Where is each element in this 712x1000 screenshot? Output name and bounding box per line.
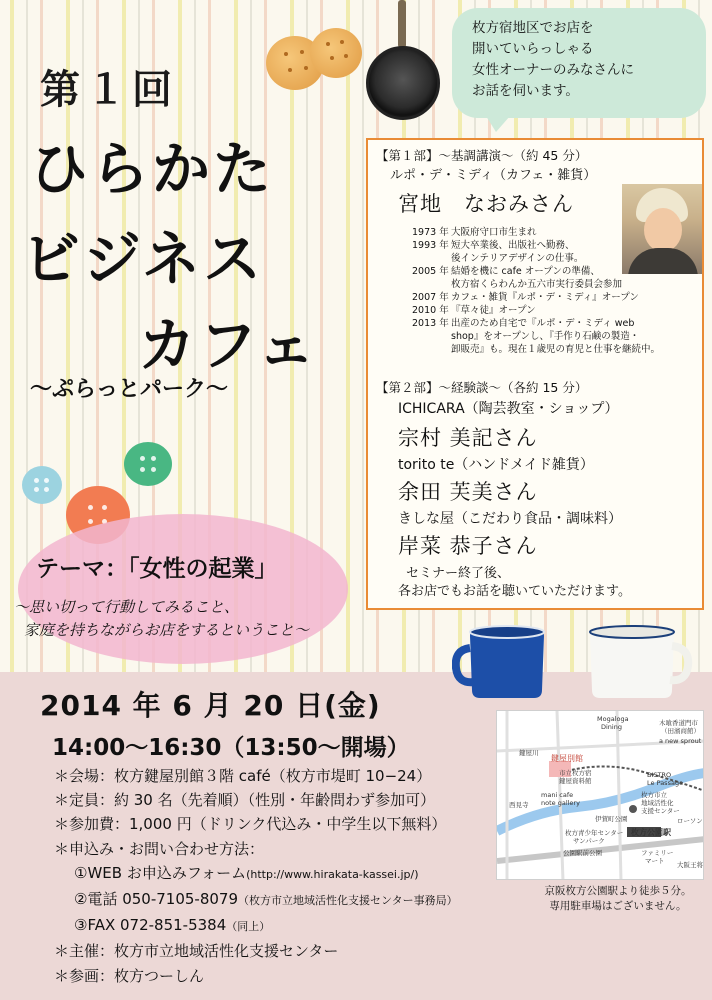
theme-title: テーマ：「女性の起業」 <box>36 556 278 582</box>
map-label: 鍵屋別館 <box>551 754 583 763</box>
biscuit-illustration <box>310 28 362 78</box>
sewing-button-icon <box>124 442 172 486</box>
map-label: 公園駅前公園 <box>563 849 602 857</box>
speakers-box <box>366 138 704 610</box>
bio-text: 結婚を機に cafe オープンの準備、 <box>451 266 600 277</box>
map-label: 西見寺 <box>509 801 529 809</box>
bio-text: 出産のため自宅で『ルポ・デ・ミディ web <box>451 318 635 329</box>
bio-text: 枚方宿くらわんか五六市実行委員会参加 <box>451 279 623 290</box>
map-label: BISTRO <box>647 771 672 779</box>
part2-speaker-1: 宗村 美記さん <box>398 426 538 450</box>
tel-number: ②電話 050-7105-8079 <box>74 890 239 909</box>
map-label: 市立枚方宿 <box>559 769 592 777</box>
bio-year: 2013 年 <box>412 318 449 329</box>
event-time: 14:00〜16:30（13:50〜開場） <box>52 735 410 761</box>
title-line-3: カフェ <box>138 311 319 379</box>
bio-year <box>412 330 451 343</box>
bio-year: 1993 年 <box>412 240 449 251</box>
bubble-line: お話を伺います。 <box>472 83 579 99</box>
map-caption-line: 専用駐車場はございません。 <box>549 900 687 912</box>
blue-mug-illustration <box>452 620 580 700</box>
event-capacity: ＊定員：約 30 名（先着順）（性別・年齢問わず参加可） <box>54 791 436 810</box>
bio-year: 2007 年 <box>412 292 449 303</box>
map-label: サンパーク <box>573 837 605 845</box>
bio-text: 大阪府守口市生まれ <box>451 227 537 238</box>
map-label: 枚方市立 <box>641 791 667 799</box>
edition-label: 第１回 <box>40 67 178 113</box>
bio-text: shop』をオープンし、『手作り石鹸の製造・ <box>451 331 640 342</box>
bubble-line: 枚方宿地区でお店を <box>472 20 594 36</box>
map-caption-line: 京阪枚方公園駅より徒歩５分。 <box>544 885 692 897</box>
event-host: ＊主催：枚方市立地域活性化支援センター <box>54 942 339 961</box>
title-line-1: ひらかた <box>30 135 275 203</box>
map-label: mani cafe <box>541 791 574 799</box>
map-label: 鍵屋川 <box>519 749 539 757</box>
apply-fax <box>54 913 458 939</box>
part2-speaker-3: 岸菜 恭子さん <box>398 534 538 558</box>
bio-year <box>412 343 451 356</box>
bio-text: カフェ・雑貨『ルポ・デ・ミディ』オープン <box>451 292 639 303</box>
tel-note: （枚方市立地域活性化支援センター事務局） <box>238 894 458 908</box>
map-label: 伊賀町公園 <box>595 815 628 823</box>
map-label: note gallery <box>541 799 580 807</box>
event-fee: ＊参加費：1,000 円（ドリンク代込み・中学生以下無料） <box>54 815 447 834</box>
event-details <box>54 764 458 988</box>
map-label: （田濱商館） <box>661 727 700 735</box>
apply-tel <box>54 887 458 913</box>
bio-year: 2005 年 <box>412 266 449 277</box>
part2-note-1: セミナー終了後、 <box>406 566 511 581</box>
event-venue: ＊会場：枚方鍵屋別館３階 café（枚方市堤町 10−24） <box>54 767 432 785</box>
web-url[interactable]: (http://www.hirakata-kassei.jp/) <box>246 867 419 881</box>
event-partner: ＊参画：枚方つーしん <box>54 966 205 985</box>
map-label: 木喰香道門市 <box>659 719 698 727</box>
bubble-line: 開いていらっしゃる <box>472 41 594 57</box>
part1-heading: 【第１部】〜基調講演〜（約 45 分） <box>376 148 588 163</box>
part2-shop-2: torito te（ハンドメイド雑貨） <box>398 457 594 473</box>
venue-map <box>496 710 704 880</box>
event-apply: ＊申込み・お問い合わせ方法： <box>54 839 265 858</box>
title-line-2: ビジネス <box>22 225 265 293</box>
sewing-button-icon <box>22 466 62 504</box>
map-label: ローソン <box>677 817 703 825</box>
bio-year: 2010 年 <box>412 305 449 316</box>
part2-note-2: 各お店でもお話を聴いていただけます。 <box>398 584 631 599</box>
map-label: ファミリー <box>641 849 674 857</box>
map-label: 鍵屋資料館 <box>559 777 592 785</box>
bio-text: 後インテリアデザインの仕事。 <box>451 253 584 264</box>
part2-speaker-2: 余田 芙美さん <box>398 480 538 504</box>
bio-text: 卸販売』も。現在１歳児の育児と仕事を継続中。 <box>451 344 661 355</box>
map-caption <box>533 884 703 914</box>
theme-desc-line: 家庭を持ちながらお店をするということ〜 <box>24 621 310 639</box>
web-form-label: ①WEB お申込みフォーム <box>74 863 247 882</box>
theme-description <box>14 596 309 642</box>
bio-year <box>412 278 451 291</box>
map-label: a new sprout <box>659 737 702 745</box>
map-label: Mogaloga <box>597 715 629 723</box>
speaker-bio <box>412 226 702 356</box>
frying-pan-illustration <box>366 46 440 120</box>
part2-heading: 【第２部】〜経験談〜（各約 15 分） <box>376 380 588 395</box>
map-label: Dining <box>601 723 622 731</box>
map-label: Le Passage <box>647 779 684 787</box>
map-label: 支援センター <box>641 807 680 815</box>
bio-text: 短大卒業後、出版社へ勤務、 <box>451 240 575 251</box>
map-label: 枚方青少年センター <box>565 829 624 837</box>
map-label: 大阪王将 <box>677 861 703 869</box>
white-mug-illustration <box>584 620 696 700</box>
part2-shop-1: ICHICARA（陶芸教室・ショップ） <box>398 401 619 417</box>
fax-note: （同上） <box>226 920 271 934</box>
theme-desc-line: 〜思い切って行動してみること、 <box>14 598 240 616</box>
part1-shop: ルポ・デ・ミディ（カフェ・雑貨） <box>390 168 597 183</box>
bio-year: 1973 年 <box>412 227 449 238</box>
map-label: 枚方公園駅 <box>631 828 671 837</box>
apply-web <box>54 861 458 887</box>
part1-speaker-name: 宮地 なおみさん <box>398 192 574 216</box>
bubble-line: 女性オーナーのみなさんに <box>472 62 634 78</box>
map-label: 地域活性化 <box>641 799 674 807</box>
bio-text: 『草々徒』オープン <box>451 305 536 316</box>
part2-shop-3: きしな屋（こだわり食品・調味料） <box>398 511 622 527</box>
map-label: マート <box>645 857 665 865</box>
pan-handle <box>398 0 406 48</box>
bio-year <box>412 252 451 265</box>
intro-speech-bubble <box>452 8 706 118</box>
subtitle: 〜ぷらっとパーク〜 <box>30 377 229 402</box>
event-date: 2014 年 6 月 20 日(金) <box>40 689 381 722</box>
fax-number: ③FAX 072-851-5384 <box>74 916 227 935</box>
